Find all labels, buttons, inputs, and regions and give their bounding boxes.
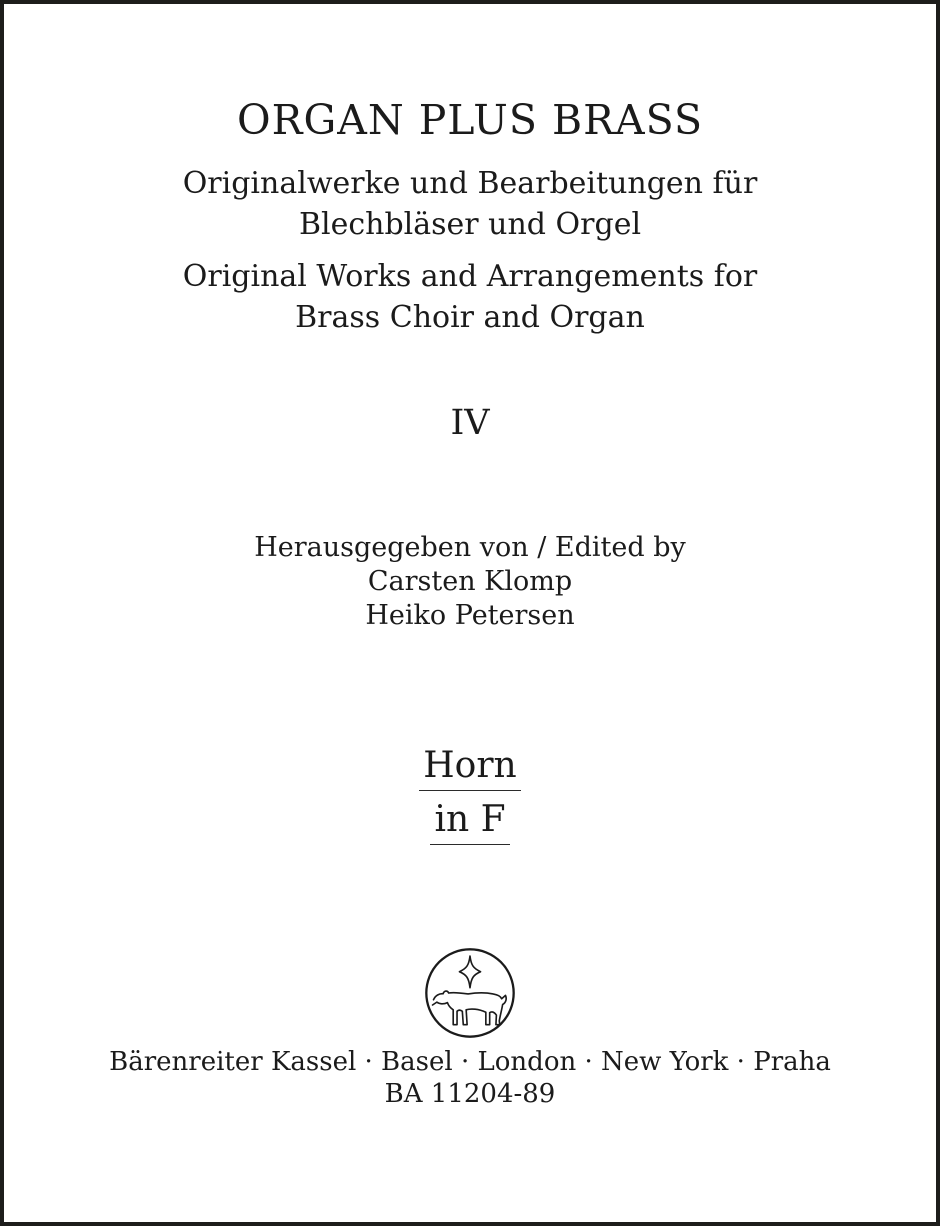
catalog-number: BA 11204-89	[384, 1079, 556, 1109]
publisher-cities: Bärenreiter Kassel · Basel · London · New York · Praha	[109, 1047, 831, 1077]
volume-number: IV	[450, 403, 490, 443]
part-block	[4, 745, 936, 845]
editors-block	[4, 531, 936, 633]
editors-heading: Herausgegeben von / Edited by	[254, 532, 686, 563]
editor-name-2: Heiko Petersen	[365, 600, 575, 631]
subtitle-english	[4, 256, 936, 338]
logo-bear-icon	[433, 991, 507, 1025]
subtitle-english-line2: Brass Choir and Organ	[295, 300, 645, 335]
subtitle-german-line2: Blechbläser und Orgel	[298, 207, 642, 242]
part-instrument: Horn	[419, 746, 520, 791]
publisher-logo-area	[4, 945, 936, 1045]
main-title: ORGAN PLUS BRASS	[236, 96, 704, 144]
part-key: in F	[430, 800, 509, 845]
subtitle-german-line1: Originalwerke und Bearbeitungen für	[182, 166, 758, 201]
editor-name-1: Carsten Klomp	[367, 566, 573, 597]
baerenreiter-bear-star-logo-icon	[422, 945, 518, 1041]
logo-star-icon	[459, 956, 480, 988]
subtitle-german	[4, 163, 936, 245]
subtitle-english-line1: Original Works and Arrangements for	[182, 259, 758, 294]
